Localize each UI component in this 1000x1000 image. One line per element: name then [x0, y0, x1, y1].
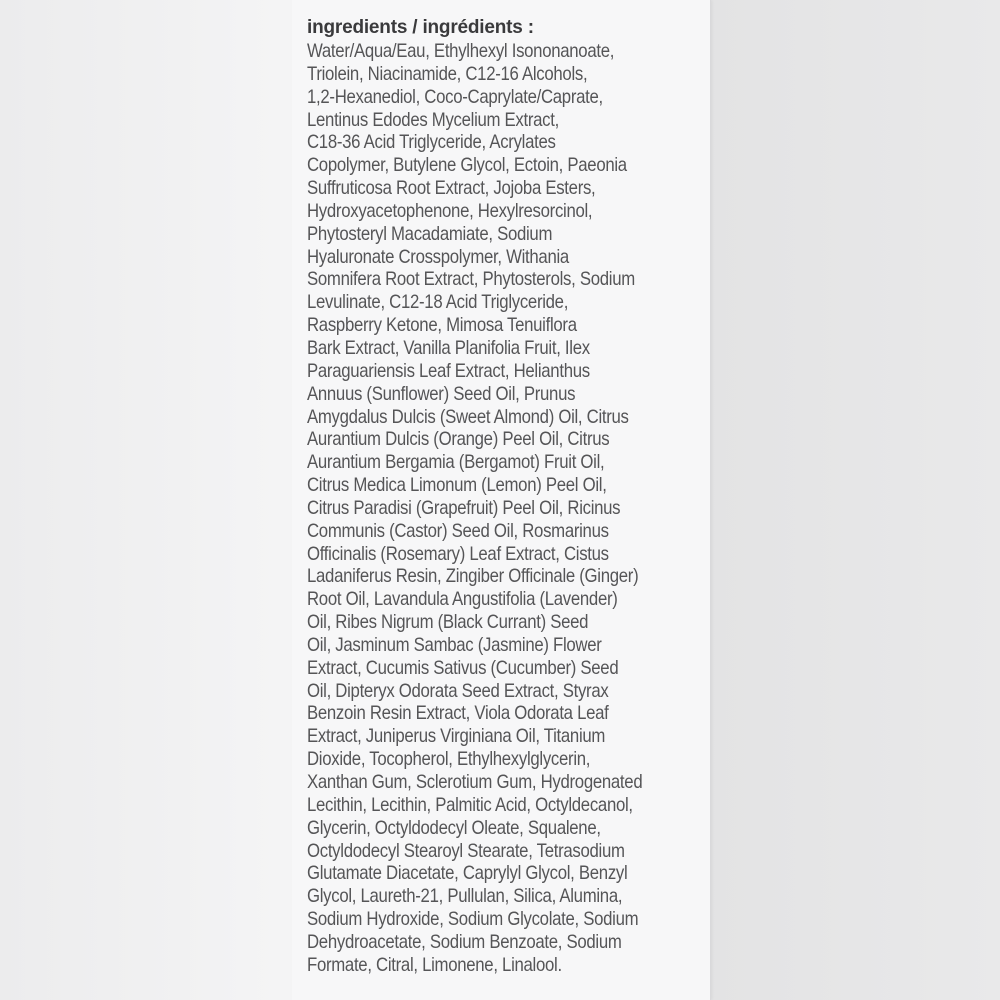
ingredient-line: Glutamate Diacetate, Caprylyl Glycol, Benzyl: [307, 862, 628, 885]
ingredient-line: Xanthan Gum, Sclerotium Gum, Hydrogenated: [307, 771, 643, 793]
ingredient-line: Hyaluronate Crosspolymer, Withania: [307, 245, 569, 268]
ingredient-line: Copolymer, Butylene Glycol, Ectoin, Paeonia: [307, 154, 627, 177]
ingredient-line: Benzoin Resin Extract, Viola Odorata Leaf: [307, 702, 609, 725]
ingredient-line: Communis (Castor) Seed Oil, Rosmarinus: [307, 519, 609, 542]
ingredient-line: C18-36 Acid Triglyceride, Acrylates: [307, 131, 556, 154]
ingredient-line: Dioxide, Tocopherol, Ethylhexylglycerin,: [307, 748, 591, 771]
ingredient-line: Extract, Cucumis Sativus (Cucumber) Seed: [307, 656, 619, 679]
ingredient-line: Aurantium Dulcis (Orange) Peel Oil, Citrus: [307, 428, 610, 451]
ingredient-line: Formate, Citral, Limonene, Linalool.: [307, 953, 562, 976]
ingredient-line: Somnifera Root Extract, Phytosterols, Sodium: [307, 268, 635, 291]
ingredient-line: Levulinate, C12-18 Acid Triglyceride,: [307, 291, 569, 314]
ingredient-line: Citrus Medica Limonum (Lemon) Peel Oil,: [307, 474, 607, 497]
ingredient-line: Bark Extract, Vanilla Planifolia Fruit, Ilex: [307, 336, 590, 359]
ingredient-line: Aurantium Bergamia (Bergamot) Fruit Oil,: [307, 451, 605, 474]
ingredient-line: 1,2-Hexanediol, Coco-Caprylate/Caprate,: [307, 85, 603, 108]
ingredient-line: Sodium Hydroxide, Sodium Glycolate, Sodium: [307, 908, 639, 931]
ingredient-line: Suffruticosa Root Extract, Jojoba Esters,: [307, 177, 596, 200]
ingredients-list: [307, 40, 642, 977]
ingredient-line: Citrus Paradisi (Grapefruit) Peel Oil, Ricinus: [307, 496, 621, 519]
ingredient-line: Triolein, Niacinamide, C12-16 Alcohols,: [307, 62, 588, 85]
ingredient-line: Oil, Ribes Nigrum (Black Currant) Seed: [307, 611, 589, 634]
ingredient-line: Oil, Dipteryx Odorata Seed Extract, Styrax: [307, 679, 609, 702]
ingredient-line: Raspberry Ketone, Mimosa Tenuiflora: [307, 314, 577, 337]
ingredient-line: Hydroxyacetophenone, Hexylresorcinol,: [307, 199, 593, 222]
ingredient-line: Paraguariensis Leaf Extract, Helianthus: [307, 359, 590, 382]
ingredient-line: Glycol, Laureth-21, Pullulan, Silica, Alumina,: [307, 885, 623, 908]
ingredient-line: Lecithin, Lecithin, Palmitic Acid, Octyldecanol,: [307, 793, 633, 816]
ingredient-line: Officinalis (Rosemary) Leaf Extract, Cistus: [307, 542, 609, 565]
ingredient-line: Extract, Juniperus Virginiana Oil, Titanium: [307, 725, 606, 748]
ingredient-line: Root Oil, Lavandula Angustifolia (Lavender): [307, 588, 618, 611]
ingredient-line: Octyldodecyl Stearoyl Stearate, Tetrasodium: [307, 839, 625, 862]
ingredient-line: Amygdalus Dulcis (Sweet Almond) Oil, Citrus: [307, 405, 629, 428]
ingredient-line: Lentinus Edodes Mycelium Extract,: [307, 108, 559, 131]
ingredient-line: Water/Aqua/Eau, Ethylhexyl Isononanoate,: [307, 40, 615, 62]
ingredient-line: Dehydroacetate, Sodium Benzoate, Sodium: [307, 930, 622, 953]
ingredient-line: Oil, Jasminum Sambac (Jasmine) Flower: [307, 633, 602, 656]
ingredient-line: Annuus (Sunflower) Seed Oil, Prunus: [307, 382, 576, 405]
ingredients-heading: ingredients / ingrédients :: [307, 17, 534, 38]
ingredient-line: Ladaniferus Resin, Zingiber Officinale (Ginger): [307, 565, 639, 588]
ingredient-line: Glycerin, Octyldodecyl Oleate, Squalene,: [307, 816, 601, 839]
ingredient-line: Phytosteryl Macadamiate, Sodium: [307, 222, 553, 245]
